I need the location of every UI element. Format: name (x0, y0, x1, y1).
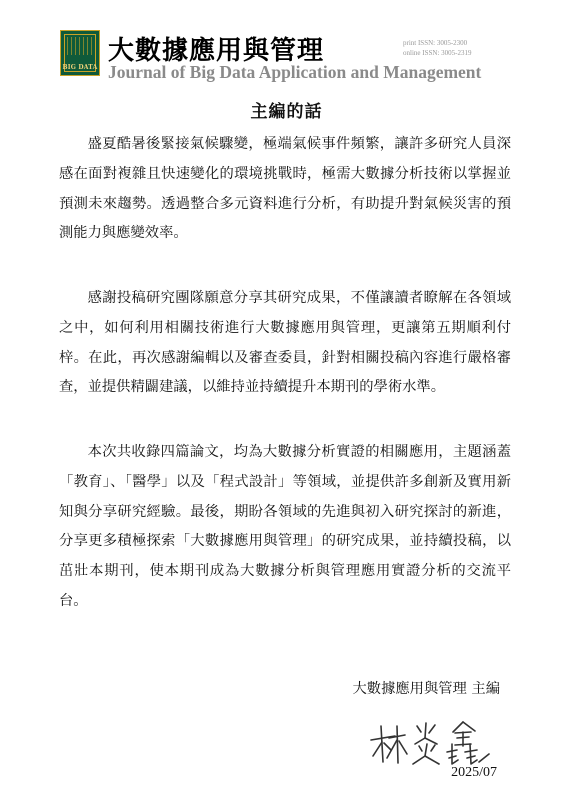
logo-pattern (67, 37, 93, 55)
page-heading: 主編的話 (250, 102, 323, 122)
online-issn: online ISSN: 3005-2319 (403, 49, 472, 57)
date: 2025/07 (451, 765, 497, 780)
logo-text: BIG DATA (62, 64, 98, 71)
paragraph-2: 感謝投稿研究團隊願意分享其研究成果，不僅讓讀者瞭解在各領域之中，如何利用相關技術進行大數據應用與管理，更讓第五期順利付梓。在此，再次感謝編輯以及審查委員，針對相關投稿內容進行嚴格審查，並提供精闢建議，以維持並持續提升本期刊的學術水準。 (59, 290, 511, 396)
handwritten-signature (365, 718, 495, 768)
journal-title-english: Journal of Big Data Application and Management (108, 62, 482, 82)
journal-logo (60, 30, 100, 76)
issn-block (403, 38, 471, 58)
editor-sign-off: 大數據應用與管理 主編 (352, 681, 500, 697)
journal-title-chinese: 大數據應用與管理 (108, 36, 325, 66)
print-issn: print ISSN: 3005-2300 (403, 39, 468, 47)
paragraph-1: 盛夏酷暑後緊接氣候驟變，極端氣候事件頻繁，讓許多研究人員深感在面對複雜且快速變化的環境挑戰時，極需大數據分析技術以掌握並預測未來趨勢。透過整合多元資料進行分析，有助提升對氣候災害的預測能力與應變效率。 (59, 136, 511, 242)
paragraph-3: 本次共收錄四篇論文，均為大數據分析實證的相關應用，主題涵蓋「教育」、「醫學」以及「程式設計」等領域，並提供許多創新及實用新知與分享研究經驗。最後，期盼各領域的先進與初入研究探討的新進，分享更多積極探索「大數據應用與管理」的研究成果，並持續投稿，以茁壯本期刊，使本期刊成為大數據分析與管理應用實證分析的交流平台。 (59, 444, 511, 609)
